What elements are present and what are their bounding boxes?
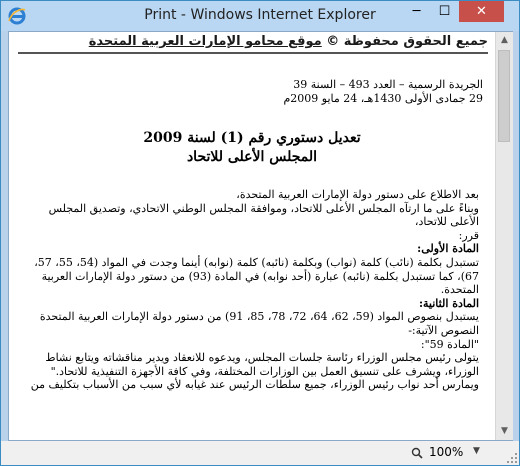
gazette-info xyxy=(283,78,483,106)
document-subtitle: المجلس الأعلى للاتحاد xyxy=(186,149,318,165)
article-heading: المادة الأولى: xyxy=(417,242,479,256)
document-title: تعديل دستوري رقم (1) لسنة 2009 xyxy=(143,130,361,146)
copyright-text: جميع الحقوق محفوظة © xyxy=(321,34,488,49)
window-title: Print - Windows Internet Explorer xyxy=(144,7,376,23)
site-link[interactable]: موقع محامو الإمارات العربية المتحدة xyxy=(88,34,322,49)
document-content xyxy=(9,32,495,440)
zoom-level: 100% xyxy=(429,445,464,459)
paragraph: وبناءً على ما ارتآه المجلس الأعلى للاتحاد، وموافقة المجلس الوطني الاتحادي، وتصديق المجلس الأعلى للاتحاد، xyxy=(48,201,479,229)
minimize-button[interactable]: ─ xyxy=(412,4,421,19)
paragraph: بعد الاطلاع على دستور دولة الإمارات العربية المتحدة، xyxy=(236,188,479,201)
article-heading: المادة الثانية: xyxy=(418,296,479,310)
paragraph: قرر: xyxy=(458,228,479,242)
document-body xyxy=(21,188,479,392)
vertical-scrollbar[interactable] xyxy=(495,32,513,440)
paragraph: يستبدل بنصوص المواد (59، 62، 64، 72، 78، 85، 91) من دستور دولة الإمارات العربية المتحدة النصوص الآتية:- xyxy=(39,310,479,337)
paragraph: "المادة 59": xyxy=(420,337,479,351)
scroll-up-arrow-icon[interactable]: ▲ xyxy=(501,35,508,45)
gazette-line-2: 29 جمادى الأولى 1430هـ، 24 مايو 2009م xyxy=(283,92,483,105)
zoom-dropdown-icon[interactable]: ▼ xyxy=(473,446,480,456)
maximize-button[interactable]: ☐ xyxy=(438,4,451,19)
paragraph: تستبدل بكلمة (نائب) كلمة (نواب) وبكلمة (نائبه) كلمة (نوابه) أينما وجدت في المواد (54، 55، 57، 67)، كما تستبدل بكلمة (نائبه) عبارة (أحد نوابه) في المادة (93) من دستور دولة الإمارات العربية المتحدة. xyxy=(34,255,479,297)
status-bar xyxy=(1,441,519,465)
close-button[interactable]: ✕ xyxy=(459,1,504,22)
magnifier-icon xyxy=(411,447,423,459)
resize-grip-icon[interactable] xyxy=(507,453,517,463)
copyright-header xyxy=(18,34,488,54)
print-preview-frame xyxy=(8,31,513,441)
scrollbar-thumb[interactable] xyxy=(498,50,510,142)
title-bar xyxy=(1,1,519,31)
scroll-down-arrow-icon[interactable]: ▼ xyxy=(501,426,508,436)
paragraph: ويمارس أحد نواب رئيس الوزراء، جميع سلطات الرئيس عند غيابه لأي سبب من الأسباب بتكليف من xyxy=(30,378,479,392)
paragraph: يتولى رئيس مجلس الوزراء رئاسة جلسات المجلس، ويدعوه للانعقاد ويدير مناقشاته ويتابع نشاط الوزراء، ويشرف على تنسيق العمل بين الوزارات المختلفة، وفي كافة الأجهزة التنفيذية للاتحاد." xyxy=(45,351,479,378)
gazette-line-1: الجريدة الرسمية – العدد 493 – السنة 39 xyxy=(293,78,483,91)
